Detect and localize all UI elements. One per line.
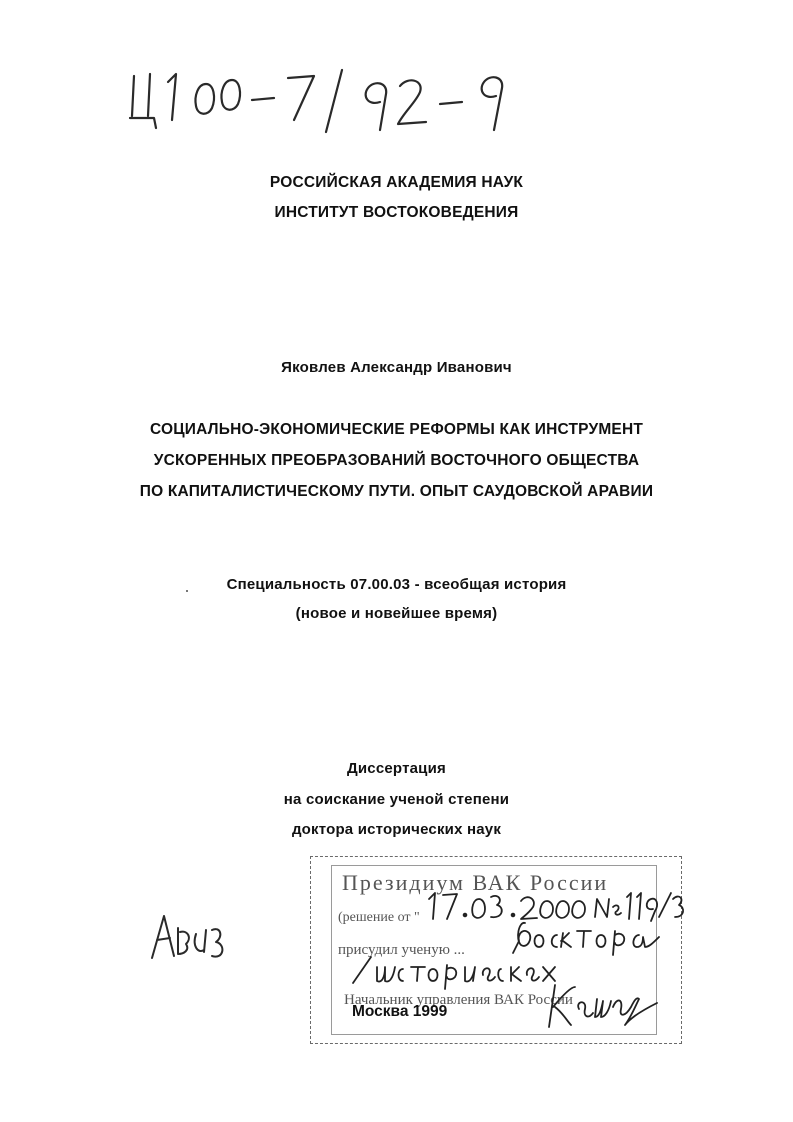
stamp-decision-label: (решение от "	[338, 910, 420, 925]
academy-name: РОССИЙСКАЯ АКАДЕМИЯ НАУК	[269, 174, 524, 191]
stamp-awarded-handwritten-2	[351, 953, 561, 993]
stamp-awarded-handwritten	[511, 917, 661, 957]
stamp-awarded-label: присудил ученую ...	[338, 942, 465, 958]
margin-initials-handwritten	[148, 906, 228, 966]
specialty-line-2: (новое и новейшее время)	[295, 605, 498, 622]
author-name: Яковлев Александр Иванович	[281, 359, 512, 376]
title-line-2: УСКОРЕННЫХ ПРЕОБРАЗОВАНИЙ ВОСТОЧНОГО ОБЩЕСТВА	[153, 452, 640, 469]
specialty-line-1: Специальность 07.00.03 - всеобщая история	[226, 576, 567, 593]
stamp-title: Президиум ВАК России	[342, 870, 609, 895]
title-line-3: ПО КАПИТАЛИСТИЧЕСКОМУ ПУТИ. ОПЫТ САУДОВСКОЙ АРАВИИ	[139, 483, 654, 500]
institute-name: ИНСТИТУТ ВОСТОКОВЕДЕНИЯ	[274, 204, 519, 221]
stamp-head-label: Начальник управления ВАК России	[344, 992, 573, 1008]
signature-handwritten	[541, 977, 661, 1037]
degree-line-2: на соискание ученой степени	[283, 791, 510, 808]
archive-code-handwritten	[128, 62, 548, 142]
city-year: Москва 1999	[352, 1003, 448, 1020]
degree-line-1: Диссертация	[347, 760, 446, 777]
title-line-1: СОЦИАЛЬНО-ЭКОНОМИЧЕСКИЕ РЕФОРМЫ КАК ИНСТРУМЕНТ	[149, 421, 644, 438]
degree-line-3: доктора исторических наук	[291, 821, 502, 838]
